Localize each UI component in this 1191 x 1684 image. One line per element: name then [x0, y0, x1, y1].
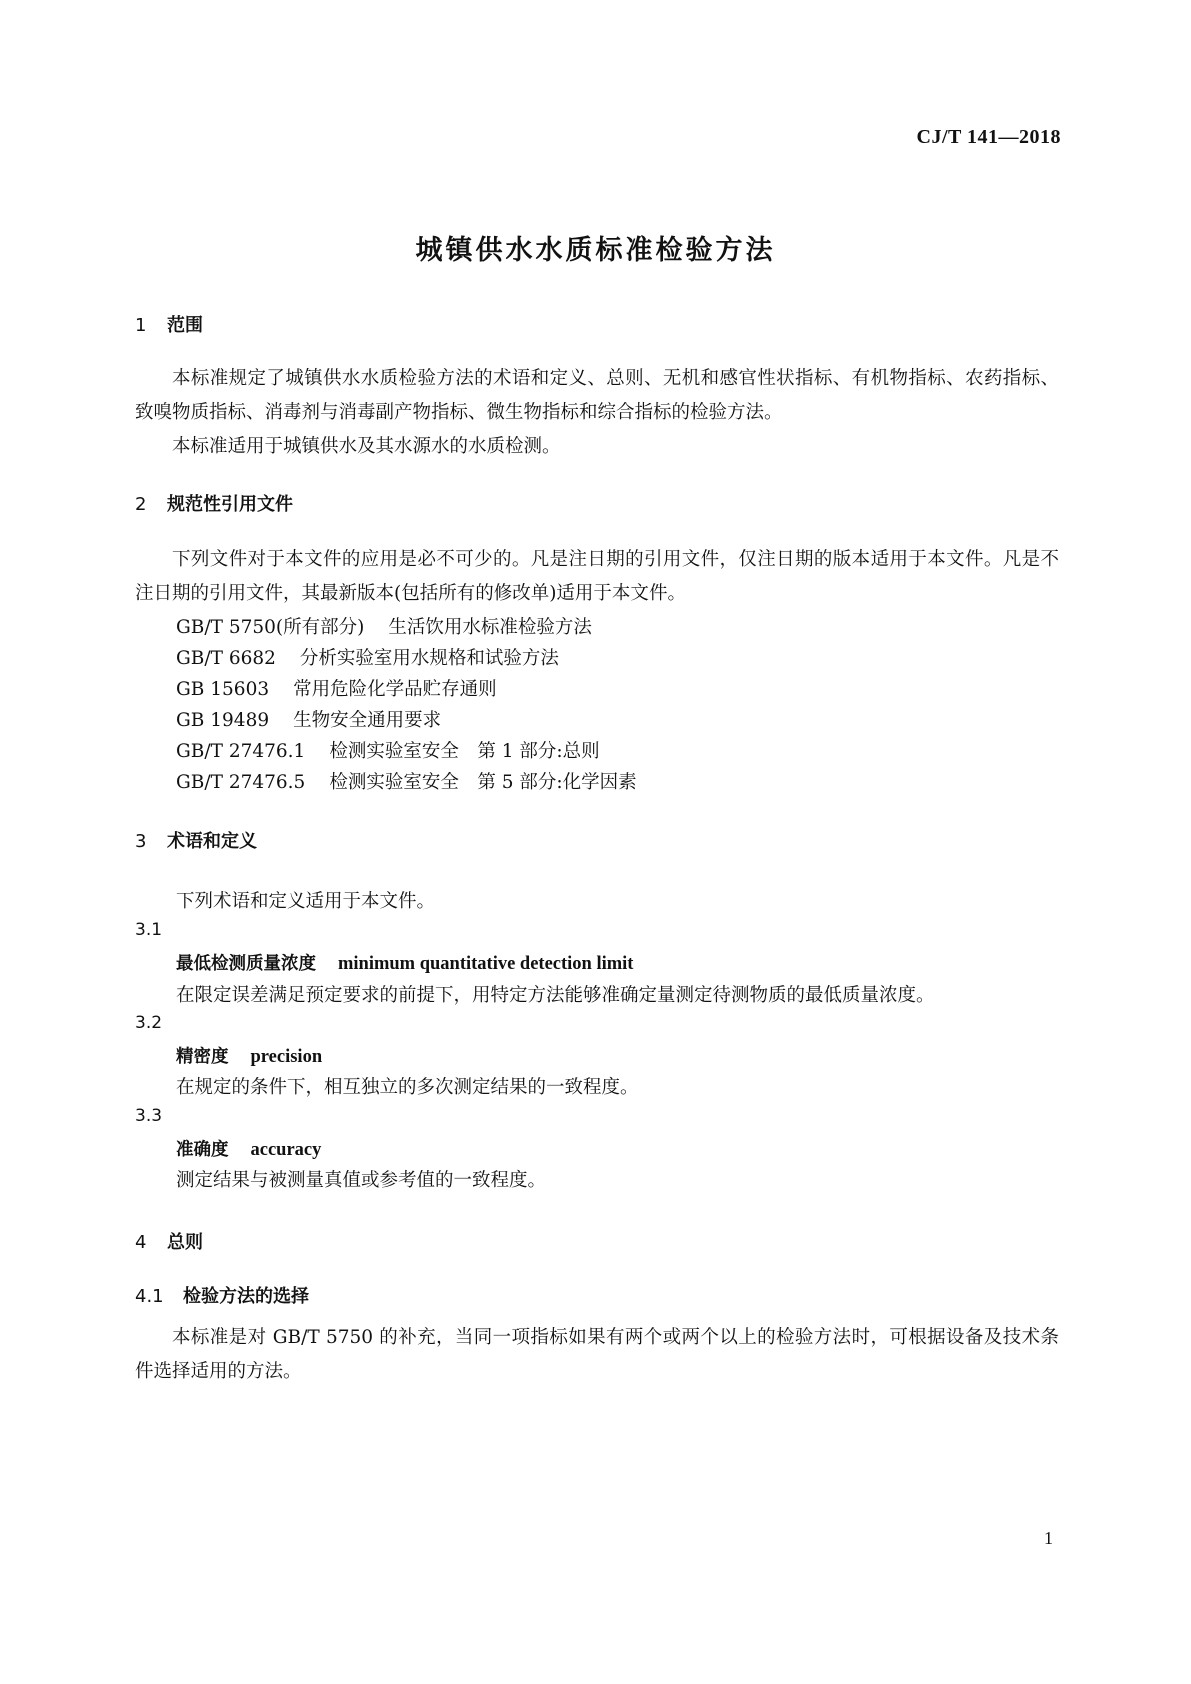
reference-item	[176, 706, 441, 732]
term-number: 3.1	[135, 920, 163, 940]
subsection-number: 4.1	[135, 1286, 164, 1307]
reference-code: GB/T 5750(所有部分)	[176, 617, 365, 638]
reference-title: 常用危险化学品贮存通则	[293, 679, 497, 700]
section-1-heading	[135, 311, 203, 337]
reference-title: 生活饮用水标准检验方法	[388, 617, 592, 638]
reference-item	[176, 613, 592, 639]
reference-code: GB/T 27476.5	[176, 772, 306, 793]
term-english: accuracy	[250, 1140, 322, 1160]
reference-code: GB/T 27476.1	[176, 741, 306, 762]
term-english: precision	[250, 1047, 323, 1067]
section-1-paragraph-applicability: 本标准适用于城镇供水及其水源水的水质检测。	[172, 436, 561, 457]
term-definition: 在限定误差满足预定要求的前提下，用特定方法能够准确定量测定待测物质的最低质量浓度。	[176, 985, 935, 1006]
reference-item	[176, 768, 637, 794]
reference-title: 检测实验室安全 第 1 部分:总则	[329, 741, 600, 762]
section-title: 术语和定义	[167, 831, 257, 852]
term-definition: 在规定的条件下，相互独立的多次测定结果的一致程度。	[176, 1077, 639, 1098]
reference-item	[176, 675, 497, 701]
section-2-paragraph: 下列文件对于本文件的应用是必不可少的。凡是注日期的引用文件，仅注日期的版本适用于本文件。凡是不注日期的引用文件，其最新版本(包括所有的修改单)适用于本文件。	[135, 549, 1059, 604]
section-number: 3	[135, 831, 147, 852]
section-3-heading	[135, 827, 257, 853]
page-number: 1	[1044, 1528, 1053, 1548]
term-chinese: 准确度	[176, 1140, 229, 1160]
reference-code: GB 15603	[176, 679, 270, 700]
reference-title: 分析实验室用水规格和试验方法	[299, 648, 559, 669]
term-definition: 测定结果与被测量真值或参考值的一致程度。	[176, 1170, 547, 1191]
standard-number: CJ/T 141—2018	[916, 126, 1061, 148]
reference-title: 生物安全通用要求	[293, 710, 442, 731]
term-chinese: 精密度	[176, 1047, 229, 1067]
term-english: minimum quantitative detection limit	[338, 954, 634, 974]
term-heading	[176, 1136, 321, 1161]
section-3-intro: 下列术语和定义适用于本文件。	[176, 891, 436, 912]
document-title: 城镇供水水质标准检验方法	[415, 235, 776, 266]
term-chinese: 最低检测质量浓度	[176, 954, 316, 974]
reference-item	[176, 644, 559, 670]
reference-code: GB/T 6682	[176, 648, 276, 669]
subsection-title: 检验方法的选择	[183, 1286, 309, 1307]
subsection-4-1-heading	[135, 1282, 309, 1308]
reference-item	[176, 737, 600, 763]
reference-code: GB 19489	[176, 710, 270, 731]
subsection-4-1-paragraph: 本标准是对 GB/T 5750 的补充，当同一项指标如果有两个或两个以上的检验方法时，可根据设备及技术条件选择适用的方法。	[135, 1327, 1059, 1382]
section-1-paragraph-scope: 本标准规定了城镇供水水质检验方法的术语和定义、总则、无机和感官性状指标、有机物指标、农药指标、致嗅物质指标、消毒剂与消毒副产物指标、微生物指标和综合指标的检验方法。	[135, 368, 1059, 423]
section-4-heading	[135, 1228, 203, 1254]
reference-title: 检测实验室安全 第 5 部分:化学因素	[329, 772, 637, 793]
term-number: 3.3	[135, 1106, 163, 1126]
term-number: 3.2	[135, 1013, 163, 1033]
section-number: 1	[135, 315, 147, 336]
section-title: 范围	[167, 315, 203, 336]
section-number: 4	[135, 1232, 147, 1253]
section-2-heading	[135, 490, 293, 516]
section-title: 总则	[167, 1232, 203, 1253]
term-heading	[176, 950, 633, 975]
section-number: 2	[135, 494, 147, 515]
term-heading	[176, 1043, 322, 1068]
section-title: 规范性引用文件	[167, 494, 293, 515]
